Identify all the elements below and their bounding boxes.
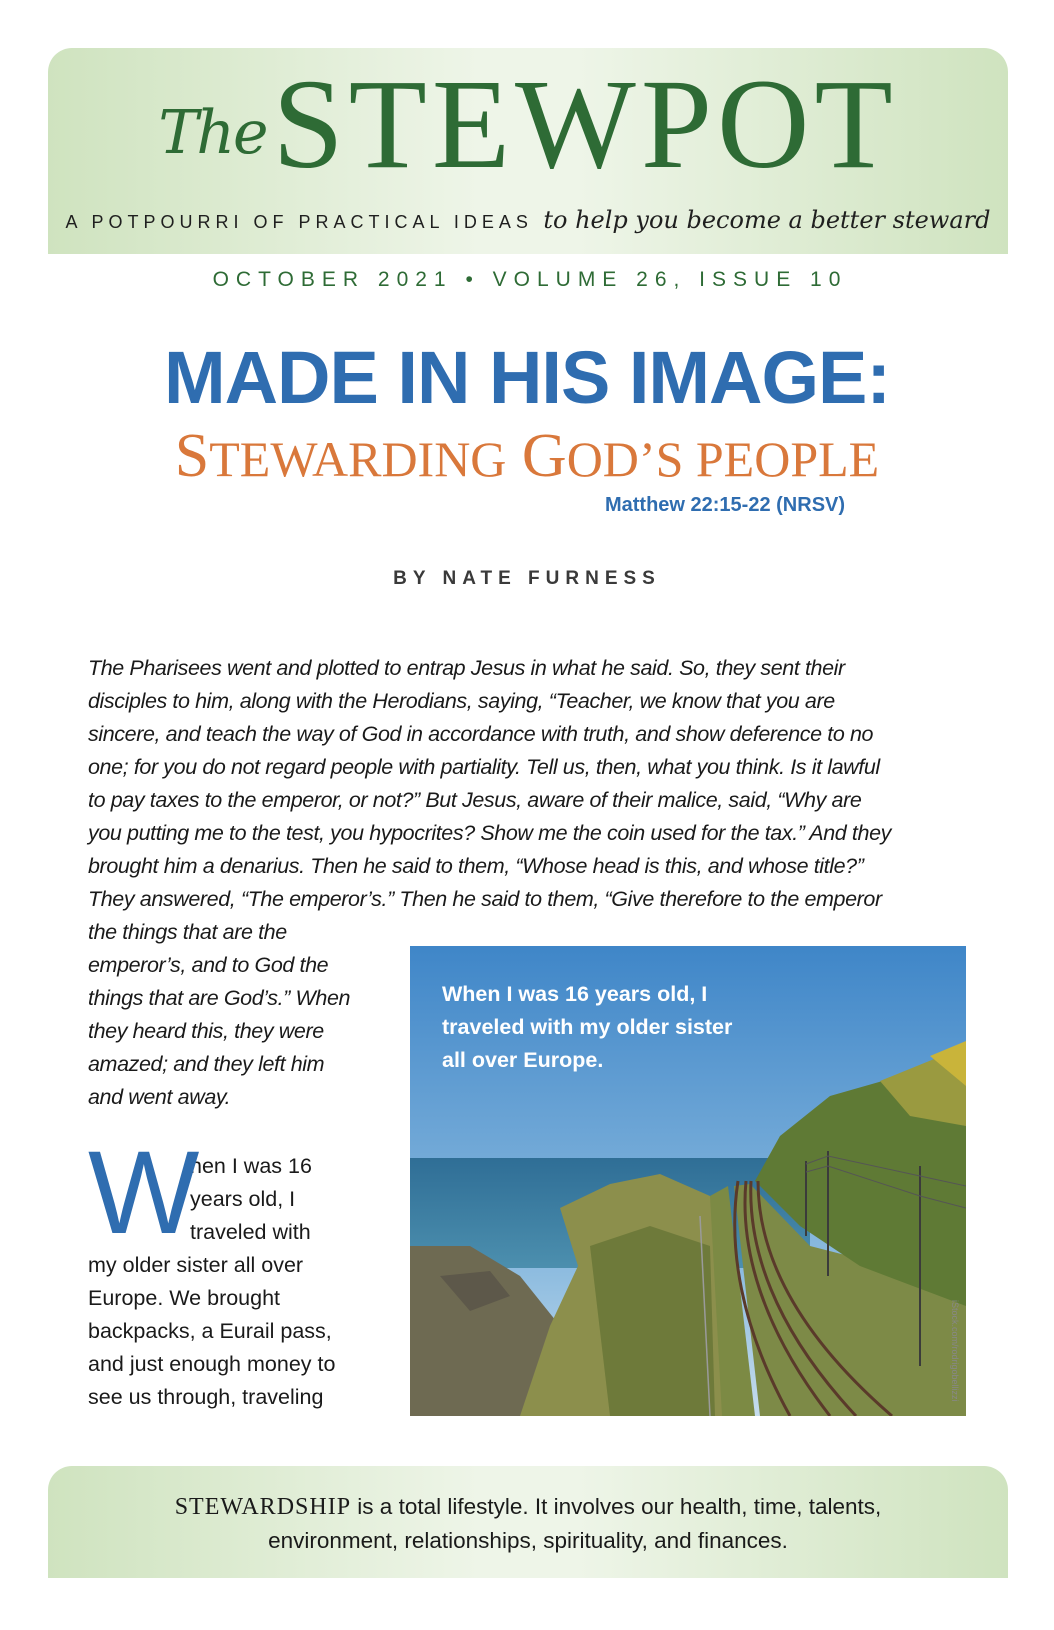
scripture-line: and went away. <box>88 1085 231 1109</box>
footer-line-1: is a total lifestyle. It involves our health, time, talents, <box>351 1494 882 1519</box>
footer-line-2: environment, relationships, spirituality, and finances. <box>268 1528 788 1553</box>
footer-banner <box>48 1466 1008 1578</box>
body-line: my older sister all over <box>88 1253 304 1277</box>
scripture-line: They answered, “The emperor’s.” Then he said to them, “Give therefore to the emperor <box>88 887 882 911</box>
scripture-reference: Matthew 22:15-22 (NRSV) <box>604 494 846 516</box>
tagline-caps: A POTPOURRI OF PRACTICAL IDEAS <box>65 212 533 232</box>
scripture-line: things that are God’s.” When <box>88 986 351 1010</box>
scripture-passage <box>88 652 968 916</box>
byline: BY NATE FURNESS <box>393 568 661 589</box>
scripture-line: to pay taxes to the emperor, or not?” But Jesus, aware of their malice, said, “Why are <box>88 788 862 812</box>
caption-line: traveled with my older sister <box>442 1015 733 1039</box>
body-line: traveled with <box>190 1220 311 1244</box>
caption-line: all over Europe. <box>442 1048 604 1072</box>
tagline-script: to help you become a better steward <box>543 206 991 234</box>
railway-coast-photo <box>410 946 966 1416</box>
footer-lead: STEWARDSHIP <box>174 1494 352 1520</box>
scripture-line: sincere, and teach the way of God in accordance with truth, and show deference to no <box>88 722 874 746</box>
body-line: years old, I <box>190 1187 296 1211</box>
masthead-stewpot: STEWPOT <box>272 53 898 195</box>
body-line: and just enough money to <box>88 1352 336 1376</box>
body-line: Europe. We brought <box>88 1286 281 1310</box>
caption-line: When I was 16 years old, I <box>442 982 708 1006</box>
scripture-line: emperor’s, and to God the <box>88 953 329 977</box>
body-line: hen I was 16 <box>190 1154 312 1178</box>
scripture-line: disciples to him, along with the Herodians, saying, “Teacher, we know that you are <box>88 689 835 713</box>
body-line: see us through, traveling <box>88 1385 324 1409</box>
masthead-title <box>48 54 1008 194</box>
scripture-line: they heard this, they were <box>88 1019 324 1043</box>
footer-text <box>88 1490 968 1557</box>
article-body <box>88 1127 388 1414</box>
photo-caption <box>442 978 802 1077</box>
masthead-the: The <box>158 98 267 168</box>
drop-cap: W <box>88 1127 200 1259</box>
scripture-line: the things that are the <box>88 920 287 944</box>
scripture-line: The Pharisees went and plotted to entrap Jesus in what he said. So, they sent their <box>88 656 845 680</box>
issue-line: OCTOBER 2021 • VOLUME 26, ISSUE 10 <box>212 268 848 291</box>
photo-credit: iStock.com/rodrigobellizzi <box>950 1300 960 1402</box>
scripture-line: you putting me to the test, you hypocrites? Show me the coin used for the tax.” And they <box>88 821 891 845</box>
scripture-line: brought him a denarius. Then he said to them, “Whose head is this, and whose title?” <box>88 854 864 878</box>
scripture-line: one; for you do not regard people with partiality. Tell us, then, what you think. Is it lawful <box>88 755 880 779</box>
scripture-line: amazed; and they left him <box>88 1052 325 1076</box>
body-line: backpacks, a Eurail pass, <box>88 1319 332 1343</box>
subhead: STEWARDING GOD’S PEOPLE <box>174 422 880 490</box>
masthead-tagline <box>48 206 1008 234</box>
masthead-banner <box>48 48 1008 254</box>
scripture-passage-continued <box>88 916 388 1114</box>
headline: MADE IN HIS IMAGE: <box>163 336 891 419</box>
